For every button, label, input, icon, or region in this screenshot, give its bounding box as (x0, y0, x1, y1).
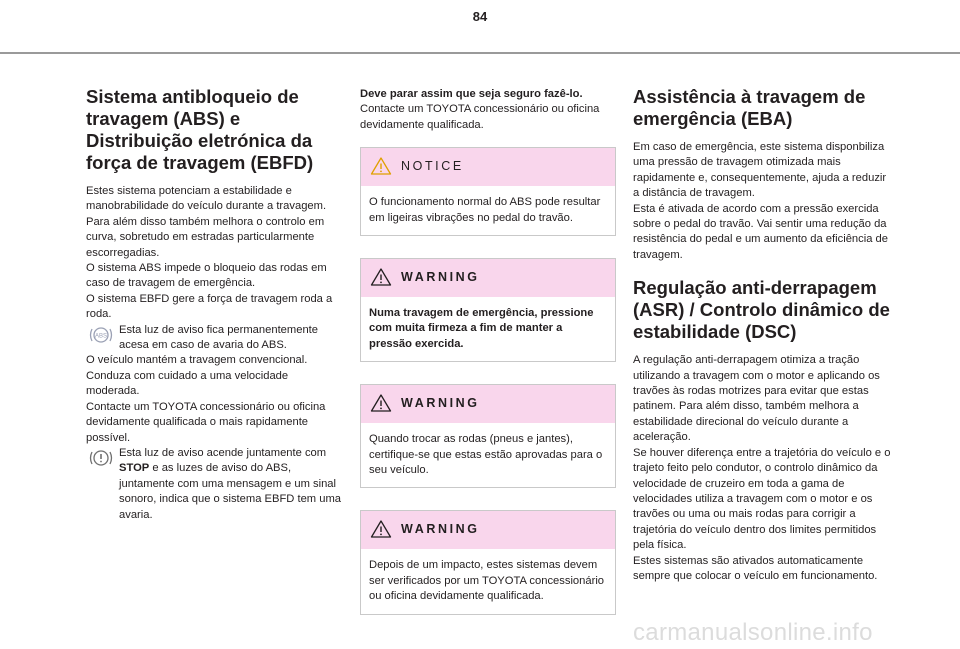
warning-box (360, 258, 616, 362)
notice-title: NOTICE (401, 159, 464, 174)
brake-warning-text-pre: Esta luz de aviso acende juntamente com (119, 446, 327, 459)
column-middle (360, 87, 616, 637)
warning-triangle-icon (370, 393, 392, 418)
warning-text: Numa travagem de emergência, pressione com muita firmeza a fim de manter a pressão exercida. (369, 307, 594, 350)
page-number: 84 (472, 9, 488, 24)
column-right (633, 86, 895, 584)
warning-box (360, 384, 616, 488)
paragraph: Contacte um TOYOTA concessionário ou oficina devidamente qualificada o mais rapidamente possível. (86, 400, 326, 444)
paragraph: O sistema EBFD gere a força de travagem roda a roda. (86, 292, 333, 321)
section-heading-abs-ebfd: Sistema antibloqueio de travagem (ABS) e Distribuição eletrónica da força de travagem (EBFD) (86, 86, 314, 173)
section-heading-asr-dsc: Regulação anti-derrapagem (ASR) / Controlo dinâmico de estabilidade (DSC) (633, 277, 890, 343)
warning-title: WARNING (401, 522, 480, 537)
warning-header (361, 511, 615, 549)
paragraph: O veículo mantém a travagem convencional. Conduza com cuidado a uma velocidade moderada. (86, 354, 308, 398)
paragraph: Se houver diferença entre a trajetória do veículo e o trajeto feito pelo condutor, o controlo dinâmico da velocidade de cruzeiro em toda a gama de velocidades utiliza a travagem com o motor e os travões ou uma ou mais rodas para corrigir a trajetória do veículo dentro dos limites permitidos pela física. (633, 446, 891, 552)
stop-label: STOP (119, 462, 150, 475)
paragraph: Estes sistemas são ativados automaticamente sempre que colocar o veículo em funcionamento. (633, 554, 878, 582)
stop-instruction: Deve parar assim que seja seguro fazê-lo. (360, 88, 583, 100)
warning-text: Quando trocar as rodas (pneus e jantes), certifique-se que estas estão aprovadas para o seu veículo. (369, 433, 603, 477)
section-heading-eba: Assistência à travagem de emergência (EBA) (633, 86, 866, 129)
paragraph: A regulação anti-derrapagem otimiza a tração utilizando a travagem com o motor e aplicando os travões às rodas motrizes para evitar que estas patinem. Para além disso, também melhora a estabilidade direcional do veículo durante a aceleração. (633, 354, 880, 444)
warning-box (360, 510, 616, 614)
watermark: carmanualsonline.info (633, 619, 873, 646)
paragraph: O sistema ABS impede o bloqueio das rodas em caso de travagem de emergência. (86, 262, 327, 290)
warning-title: WARNING (401, 270, 480, 285)
notice-text: O funcionamento normal do ABS pode resultar em ligeiras vibrações no pedal do travão. (369, 196, 601, 224)
header-divider (0, 52, 960, 54)
warning-triangle-icon (370, 267, 392, 292)
brake-warning-paragraph (86, 446, 344, 523)
warning-title: WARNING (401, 396, 480, 411)
abs-warning-paragraph (86, 323, 344, 354)
warning-text: Depois de um impacto, estes sistemas devem ser verificados por um TOYOTA concessionário ou oficina devidamente qualificada. (369, 559, 605, 603)
abs-warning-text: Esta luz de aviso fica permanentemente acesa em caso de avaria do ABS. (119, 323, 318, 352)
notice-header (361, 148, 615, 186)
paragraph: Em caso de emergência, este sistema disponbiliza uma pressão de travagem otimizada mais rapidamente e, consequentemente, ajuda a reduzir a distância de travagem. (633, 141, 887, 200)
notice-triangle-icon (370, 156, 392, 181)
abs-warning-light-icon (88, 325, 114, 350)
warning-triangle-icon (370, 519, 392, 544)
warning-header (361, 385, 615, 423)
notice-box (360, 147, 616, 236)
brake-warning-light-icon (88, 448, 114, 473)
contact-instruction: Contacte um TOYOTA concessionário ou oficina devidamente qualificada. (360, 103, 600, 131)
paragraph: Estes sistema potenciam a estabilidade e manobrabilidade do veículo durante a travagem. Para além disso também melhora o controlo em curva, sobretudo em estradas particularmente escorregadias. (86, 185, 327, 259)
paragraph: Esta é ativada de acordo com a pressão exercida sobre o pedal do travão. Vai sentir uma redução da resistência do pedal e um aumento da eficiência de travagem. (633, 202, 888, 261)
brake-warning-text-post: e as luzes de aviso do ABS, juntamente com uma mensagem e um sinal sonoro, indica que o sistema EBFD tem uma avaria. (119, 462, 341, 521)
abs-icon-label: ABS (94, 333, 108, 340)
warning-header (361, 259, 615, 297)
column-left (86, 86, 344, 523)
